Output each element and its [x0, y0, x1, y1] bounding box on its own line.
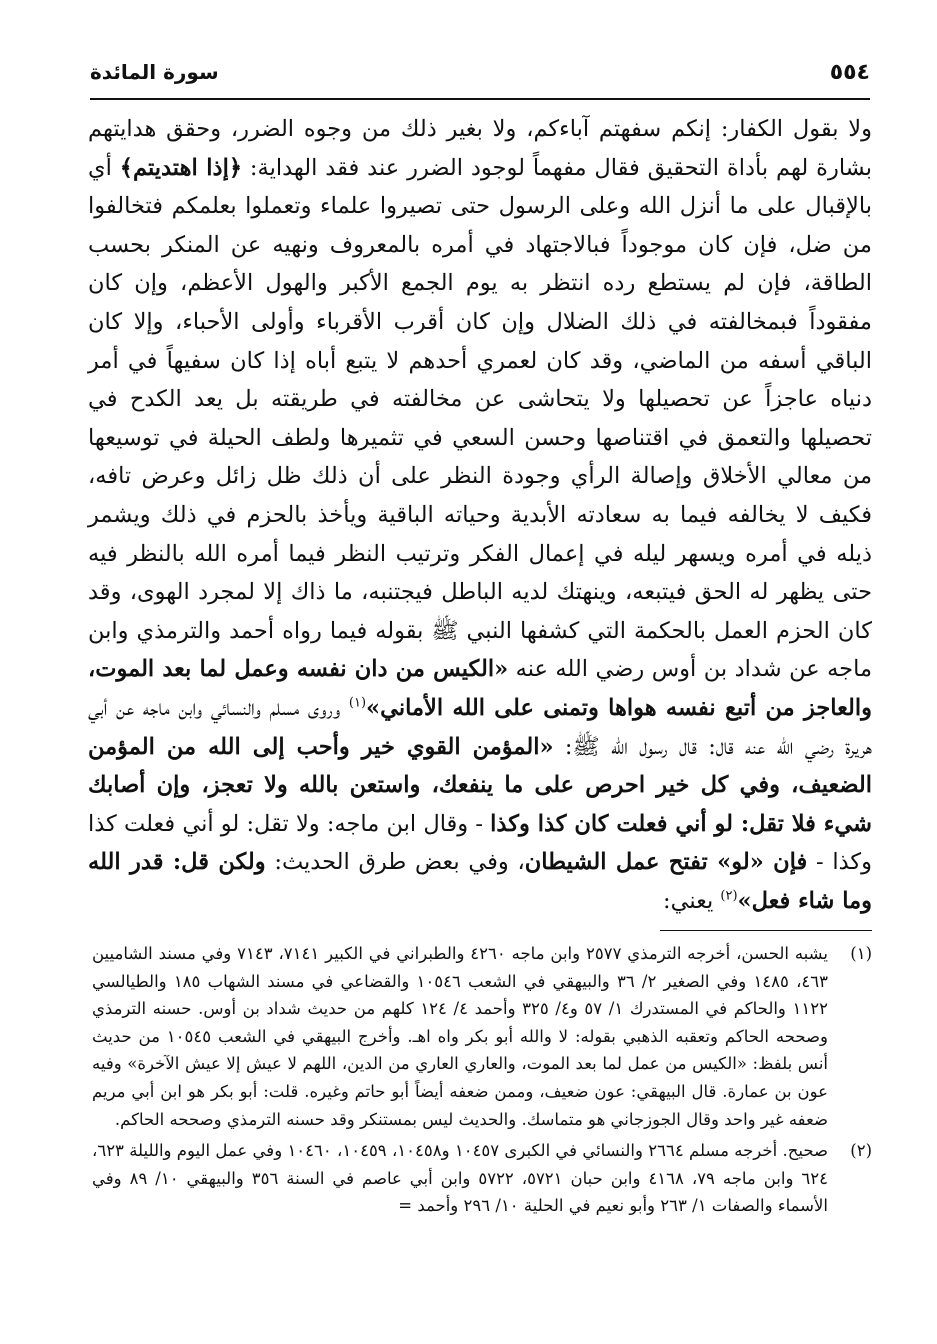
- hadith-quote: ولكن قل: قدر الله وما شاء فعل»: [88, 849, 872, 914]
- footnotes: [92, 940, 872, 1224]
- footnote-ref: (١): [348, 695, 367, 711]
- footnote: [92, 940, 872, 1133]
- main-paragraph: [88, 110, 872, 920]
- text-segment: ولا بقول الكفار: إنكم سفهتم آباءكم، ولا بغير ذلك من وجوه الضرر، وحقق هدايتهم بشارة لهم بأداة التحقيق فقال مفهماً لوجود الضرر عند فقد الهداية:: [88, 116, 873, 181]
- footnote-ref: (٢): [720, 888, 738, 904]
- page-number: ٥٥٤: [829, 60, 870, 85]
- quran-quote: ﴿إذا اهتديتم﴾: [119, 154, 243, 181]
- page-header: [90, 58, 870, 100]
- text-segment: - وقال ابن ماجه: ولا تقل: لو أني فعلت كذا وكذا -: [88, 810, 872, 876]
- footnote-number: (٢): [850, 1141, 872, 1161]
- text-segment: أي بالإقبال على ما أنزل الله وعلى الرسول حتى تصيروا علماء وتعملوا بعلمكم فتخالفوا من ضل، فإن كان موجوداً فبالاجتهاد في أمره بالمعروف ونهيه عن المنكر بحسب الطاقة، فإن لم يستطع رده انتظر به يوم الجمع الأكبر والهول الأعظم، وإن كان مفقوداً فبمخالفته في ذلك الضلال وإن كان أقرب الأقرباء وأولى الأحباء، وإلا كان الباقي أسفه من الماضي، وقد كان لعمري أحدهم لا يتبع أباه إذا كان سفيهاً في أمر دنياه عاجزاً عن تحصيلها ولا يتحاشى عن مخالفته في طريقته بل يعد الكدح في تحصيلها والتعمق في اقتناصها وحسن السعي في تثميرها ولطف الحيلة في توسيعها من معالي الأخلاق وإصالة الرأي وجودة النظر على أن ذلك ظل زائل وعرض تافه، فكيف لا يخالفه فيما به سعادته الأبدية وحياته الباقية ويأخذ بالحزم في ذلك ويشمر ذيله في أمره ويسهر ليله في إعمال الفكر وترتيب النظر فيما أمره الله بالنظر فيه حتى يظهر له الحق فيتبعه، وينهتك لديه الباطل فيجتنبه، ما ذاك إلا لمجرد الهوى، وقد كان الحزم العمل بالحكمة التي كشفها النبي ﷺ بقوله فيما رواه أحمد والترمذي وابن ماجه عن شداد بن أوس رضي الله عنه: [88, 154, 872, 683]
- running-title: سورة المائدة: [90, 60, 219, 84]
- footnote-separator: [660, 930, 872, 931]
- text-segment: وروى مسلم والنسائي وابن ماجه عن أبي هريرة رضي الله عنه قال: قال رسول الله ﷺ:: [88, 694, 872, 760]
- main-text: [88, 110, 872, 920]
- hadith-quote: «المؤمن القوي خير وأحب إلى الله من المؤمن الضعيف، وفي كل خير احرص على ما ينفعك، واستعن بالله ولا تعجز، وإن أصابك شيء فلا تقل: لو أني فعلت كان كذا وكذا: [88, 733, 872, 837]
- hadith-quote: فإن «لو» تفتح عمل الشيطان: [524, 849, 808, 876]
- hadith-quote: «الكيس من دان نفسه وعمل لما بعد الموت، والعاجز من أتبع نفسه هواها وتمنى على الله الأماني»: [88, 656, 872, 721]
- text-segment: يعني:: [663, 887, 721, 914]
- footnote-text: صحيح. أخرجه مسلم ٢٦٦٤ والنسائي في الكبرى ١٠٤٥٧ و١٠٤٥٨، ١٠٤٥٩، ١٠٤٦٠ وفي عمل اليوم والليلة ٦٢٣، ٦٢٤ وابن ماجه ٧٩، ٤١٦٨ وابن حبان ٥٧٢١، ٥٧٢٢ وابن أبي عاصم في السنة ٣٥٦ والبيهقي ١٠/ ٨٩ وفي الأسماء والصفات ١/ ٢٦٣ وأبو نعيم في الحلية ١٠/ ٢٩٦ وأحمد =: [92, 1141, 829, 1216]
- text-segment: ، وفي بعض طرق الحديث:: [265, 849, 525, 876]
- footnote-text: يشبه الحسن، أخرجه الترمذي ٢٥٧٧ وابن ماجه ٤٢٦٠ والطبراني في الكبير ٧١٤١، ٧١٤٣ وفي مسند الشاميين ٤٦٣، ١٤٨٥ وفي الصغير ٢/ ٣٦ والبيهقي في الشعب ١٠٥٤٦ والقضاعي في مسند الشهاب ١٨٥ والطيالسي ١١٢٢ والحاكم في المستدرك ١/ ٥٧ و٤/ ٣٢٥ وأحمد ٤/ ١٢٤ كلهم من حديث شداد بن أوس. حسنه الترمذي وصححه الحاكم وتعقبه الذهبي بقوله: لا والله أبو بكر واه اهـ. وأخرج البيهقي في الشعب ١٠٥٤٥ من حديث أنس بلفظ: «الكيس من عمل لما بعد الموت، والعاري العاري من الدين، اللهم لا عيش إلا عيش الآخرة» وفيه عون بن عمارة. قال البيهقي: عون ضعيف، وممن ضعفه أيضاً أبو حاتم وغيره. قلت: أبو بكر هو ابن أبي مريم ضعفه غير واحد وقال الجوزجاني هو متماسك. والحديث ليس بمستنكر وقد حسنه الترمذي وصححه الحاكم.: [92, 944, 828, 1129]
- footnote-number: (١): [850, 944, 872, 963]
- footnote: [92, 1137, 872, 1220]
